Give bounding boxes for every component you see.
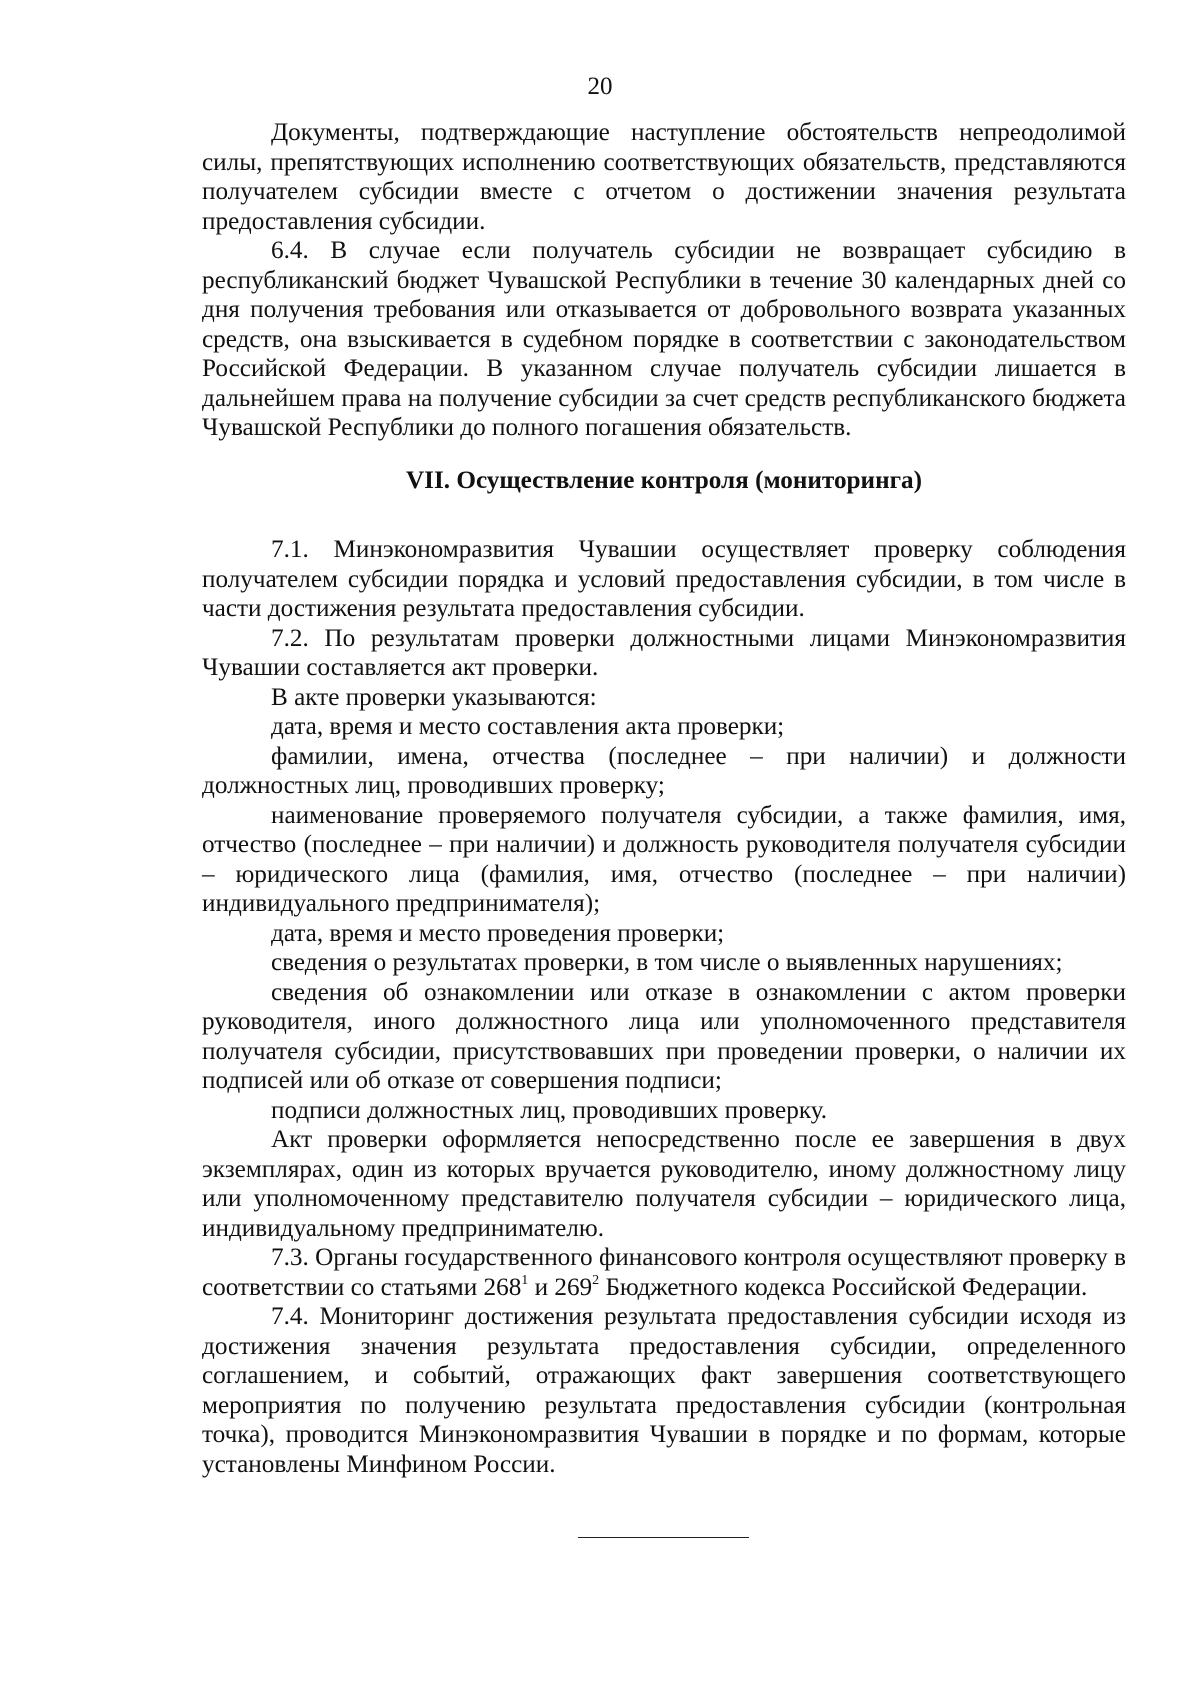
list-item: дата, время и место составления акта проверки; <box>271 713 785 740</box>
text-block-bottom <box>202 535 1126 1479</box>
list-item: дата, время и место проведения проверки; <box>271 919 725 947</box>
list-item: сведения об ознакомлении или отказе в ознакомлении с актом проверки руководителя, иного должностного лица или уполномоченного представителя получателя субсидии, присутствовавших при проведении проверки, о наличии их подписей или об отказе от совершения подписи; <box>202 978 1126 1094</box>
paragraph-7-3-text-start: 7.3. Органы государственного финансового контроля осуществляют проверку в соответствии со статьями 268 <box>202 1244 1126 1301</box>
list-item: сведения о результатах проверки, в том числе о выявленных нарушениях; <box>271 949 1063 976</box>
list-item: фамилии, имена, отчества (последнее – при наличии) и должности должностных лиц, проводивших проверку; <box>202 742 1126 799</box>
paragraph-7-3-text-middle: и 269 <box>528 1273 593 1301</box>
superscript-article-268: 1 <box>521 1272 529 1288</box>
list-item: наименование проверяемого получателя субсидии, а также фамилия, имя, отчество (последнее – при наличии) и должность руководителя получателя субсидии – юридического лица (фамилия, имя, отчество (последнее – при наличии) индивидуального предпринимателя); <box>202 801 1126 917</box>
paragraph-7-2: 7.2. По результатам проверки должностными лицами Минэкономразвития Чувашии составляется акт проверки. <box>202 624 1126 681</box>
paragraph-act-execution: Акт проверки оформляется непосредственно после ее завершения в двух экземплярах, один из которых вручается руководителю, иному должностному лицу или уполномоченному представителю получателя субсидии – юридического лица, индивидуальному предпринимателю. <box>202 1126 1126 1242</box>
closing-divider <box>578 1537 749 1538</box>
paragraph-7-4: 7.4. Мониторинг достижения результата предоставления субсидии исходя из достижения значения результата предоставления субсидии, определенного соглашением, и событий, отражающих факт завершения соответствующего мероприятия по получению результата предоставления субсидии (контрольная точка), проводится Минэкономразвития Чувашии в порядке и по формам, которые установлены Минфином России. <box>202 1303 1126 1478</box>
paragraph-7-3-text-end: Бюджетного кодекса Российской Федерации. <box>599 1273 1088 1301</box>
paragraph-7-1: 7.1. Минэкономразвития Чувашии осуществляет проверку соблюдения получателем субсидии порядка и условий предоставления субсидии, в том числе в части достижения результата предоставления субсидии. <box>202 536 1126 622</box>
list-item: подписи должностных лиц, проводивших проверку. <box>271 1096 828 1124</box>
page-number: 20 <box>587 73 613 100</box>
superscript-article-269: 2 <box>592 1272 600 1288</box>
section-heading: VII. Осуществление контроля (мониторинга) <box>405 467 922 494</box>
paragraph-7-3 <box>202 1243 1126 1302</box>
paragraph-force-majeure-documents: Документы, подтверждающие наступление обстоятельств непреодолимой силы, препятствующих исполнению соответствующих обязательств, представляются получателем субсидии вместе с отчетом о достижении значения результата предоставления субсидии. <box>202 119 1126 235</box>
paragraph-6-4: 6.4. В случае если получатель субсидии не возвращает субсидию в республиканский бюджет Чувашской Республики в течение 30 календарных дней со дня получения требования или отказывается от добровольного возврата указанных средств, она взыскивается в судебном порядке в соответствии с законодательством Российской Федерации. В указанном случае получатель субсидии лишается в дальнейшем права на получение субсидии за счет средств республиканского бюджета Чувашской Республики до полного погашения обязательств. <box>202 237 1126 441</box>
list-intro: В акте проверки указываются: <box>271 683 597 711</box>
text-block-top <box>202 118 1126 443</box>
